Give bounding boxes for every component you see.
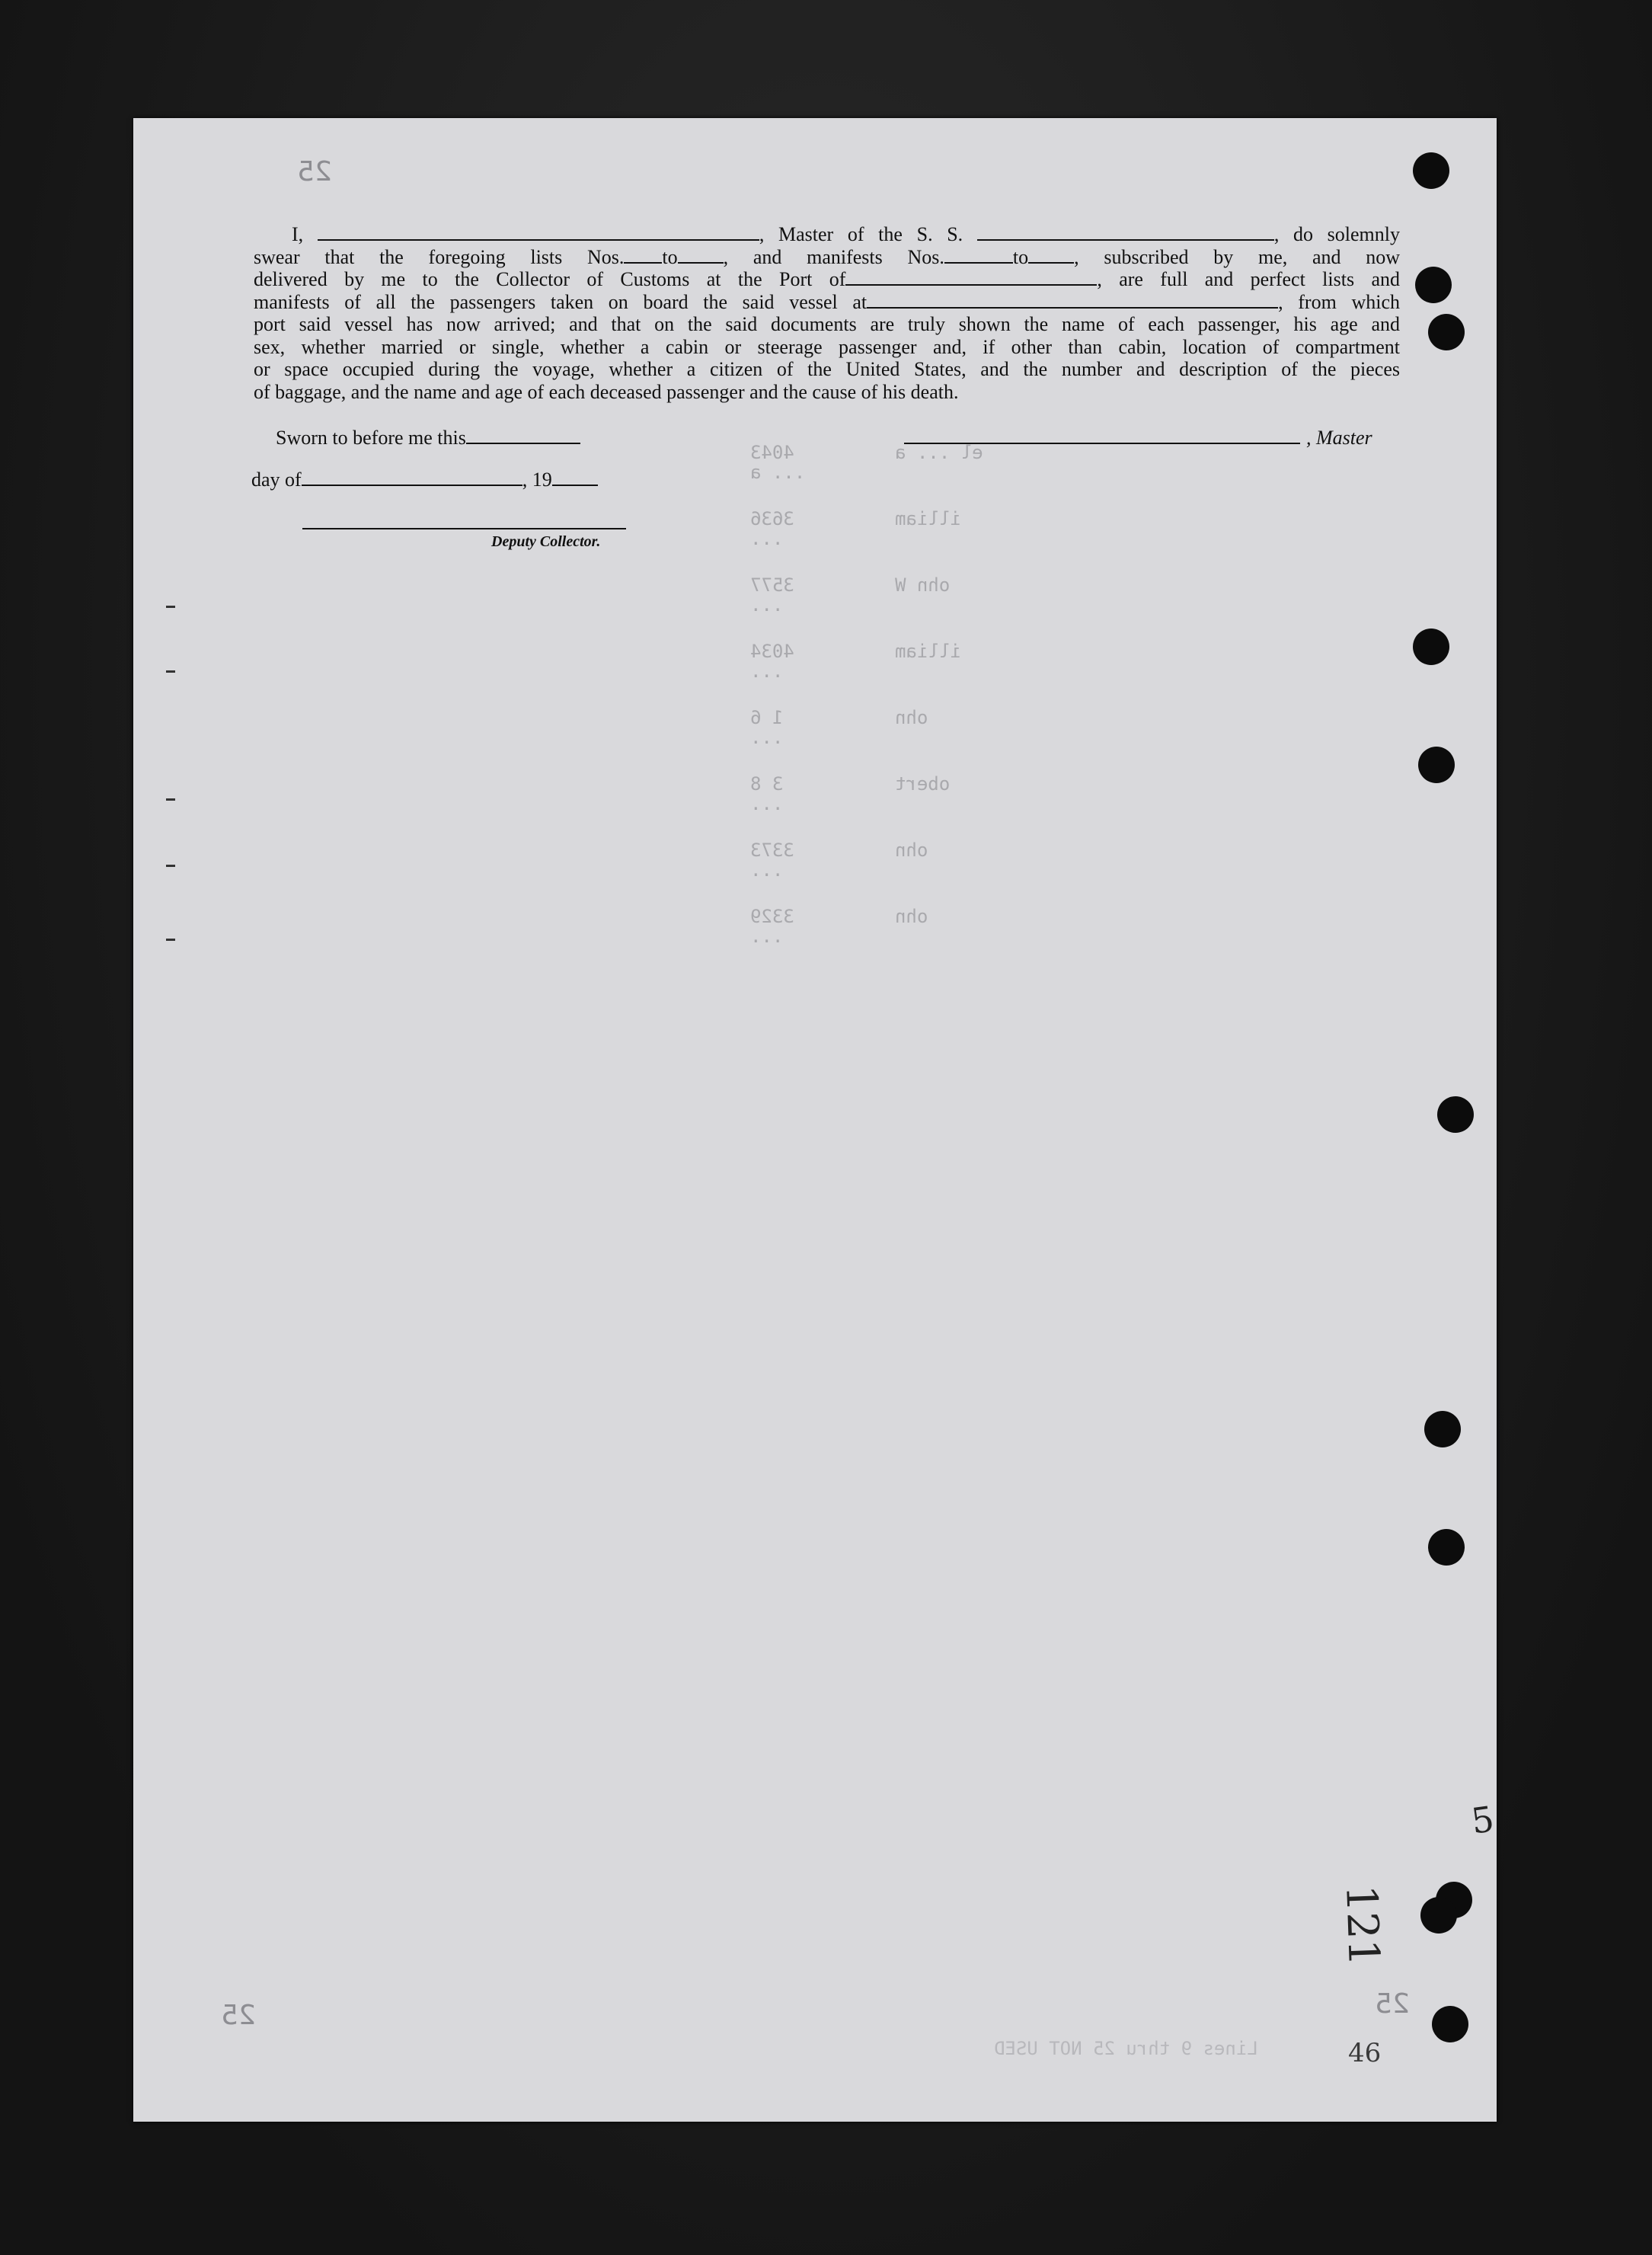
row-dash — [166, 939, 175, 941]
handwritten-number: 46 — [1348, 2038, 1382, 2068]
binder-hole — [1413, 152, 1449, 189]
oath-line-6: sex, whether married or single, whether a cabin or steerage passenger and, if other than cabin, location of compartment — [254, 335, 1400, 358]
row-dash — [166, 865, 175, 867]
ghost-name: illiam — [895, 508, 961, 529]
bleed-number: 25 — [297, 156, 332, 187]
ghost-place: ... — [750, 594, 784, 616]
ghost-name: ohn — [895, 707, 928, 728]
oath-line-4: manifests of all the passengers taken on board the said vessel at , from which — [254, 290, 1400, 313]
ghost-name: ohn W — [895, 574, 951, 596]
ghost-number: 3577 — [750, 574, 794, 596]
binder-hole — [1420, 1897, 1457, 1934]
row-dash — [166, 798, 175, 801]
ghost-name: ohn — [895, 840, 928, 861]
ghost-number: 3636 — [750, 508, 794, 529]
ghost-number: 4043 — [750, 442, 794, 463]
ghost-name: ohn — [895, 906, 928, 927]
binder-hole — [1428, 1529, 1465, 1566]
ghost-number: 3373 — [750, 840, 794, 861]
ghost-name: obert — [895, 773, 951, 795]
sworn-before-line: Sworn to before me this — [276, 427, 580, 449]
ghost-name: el ... a — [895, 442, 983, 463]
deputy-collector-label: Deputy Collector. — [491, 533, 601, 550]
ghost-number: 1 6 — [750, 707, 784, 728]
handwritten-number: 121 — [1336, 1883, 1388, 1968]
month-blank — [302, 469, 522, 486]
oath-line-3: delivered by me to the Collector of Customs at the Port of , are full and perfect lists and — [254, 268, 1400, 290]
oath-line-7: or space occupied during the voyage, whether a citizen of the United States, and the number and description of the pieces — [254, 358, 1400, 380]
departure-port-blank — [867, 292, 1278, 309]
ghost-place: ... — [750, 859, 784, 881]
deputy-signature-rule — [302, 528, 626, 529]
binder-hole — [1415, 267, 1452, 303]
oath-line-2: swear that the foregoing lists Nos. to , and manifests Nos. to , subscribed by me, and now — [254, 245, 1400, 268]
bleed-number: 25 — [221, 2000, 256, 2031]
ghost-name: illiam — [895, 641, 961, 662]
ghost-place: ... a — [750, 462, 806, 483]
master-oath — [254, 223, 1400, 403]
vessel-name-blank — [977, 224, 1274, 241]
binder-hole — [1413, 629, 1449, 665]
ghost-number: 3329 — [750, 906, 794, 927]
binder-hole — [1428, 314, 1465, 350]
row-dash — [166, 606, 175, 608]
handwritten-number: 5 — [1468, 1798, 1497, 1842]
binder-hole — [1437, 1096, 1474, 1133]
oath-line-8: of baggage, and the name and age of each deceased passenger and the cause of his death. — [254, 380, 959, 403]
binder-hole — [1424, 1411, 1461, 1447]
binder-hole — [1432, 2006, 1468, 2042]
master-name-blank — [318, 224, 759, 241]
year-blank — [552, 469, 598, 486]
ghost-number: 4034 — [750, 641, 794, 662]
day-of-line: day of , 19 — [251, 469, 598, 491]
master-signature-line: , Master — [904, 427, 1372, 449]
port-blank — [845, 269, 1097, 286]
ghost-place: ... — [750, 793, 784, 814]
ghost-place: ... — [750, 528, 784, 549]
binder-hole — [1418, 747, 1455, 783]
bleed-through-footer: Lines 9 thru 25 NOT USED — [994, 2038, 1258, 2059]
manifest-page — [133, 118, 1497, 2122]
ghost-number: 3 8 — [750, 773, 784, 795]
bleed-number: 25 — [1375, 1988, 1410, 2020]
row-dash — [166, 670, 175, 673]
oath-line-1: I, , Master of the S. S. , do solemnly — [292, 223, 1401, 245]
oath-line-5: port said vessel has now arrived; and that on the said documents are truly shown the name of each passenger, his age and — [254, 313, 1400, 335]
sworn-day-blank — [466, 427, 580, 444]
ghost-place: ... — [750, 661, 784, 682]
ghost-place: ... — [750, 926, 784, 947]
ghost-place: ... — [750, 727, 784, 748]
